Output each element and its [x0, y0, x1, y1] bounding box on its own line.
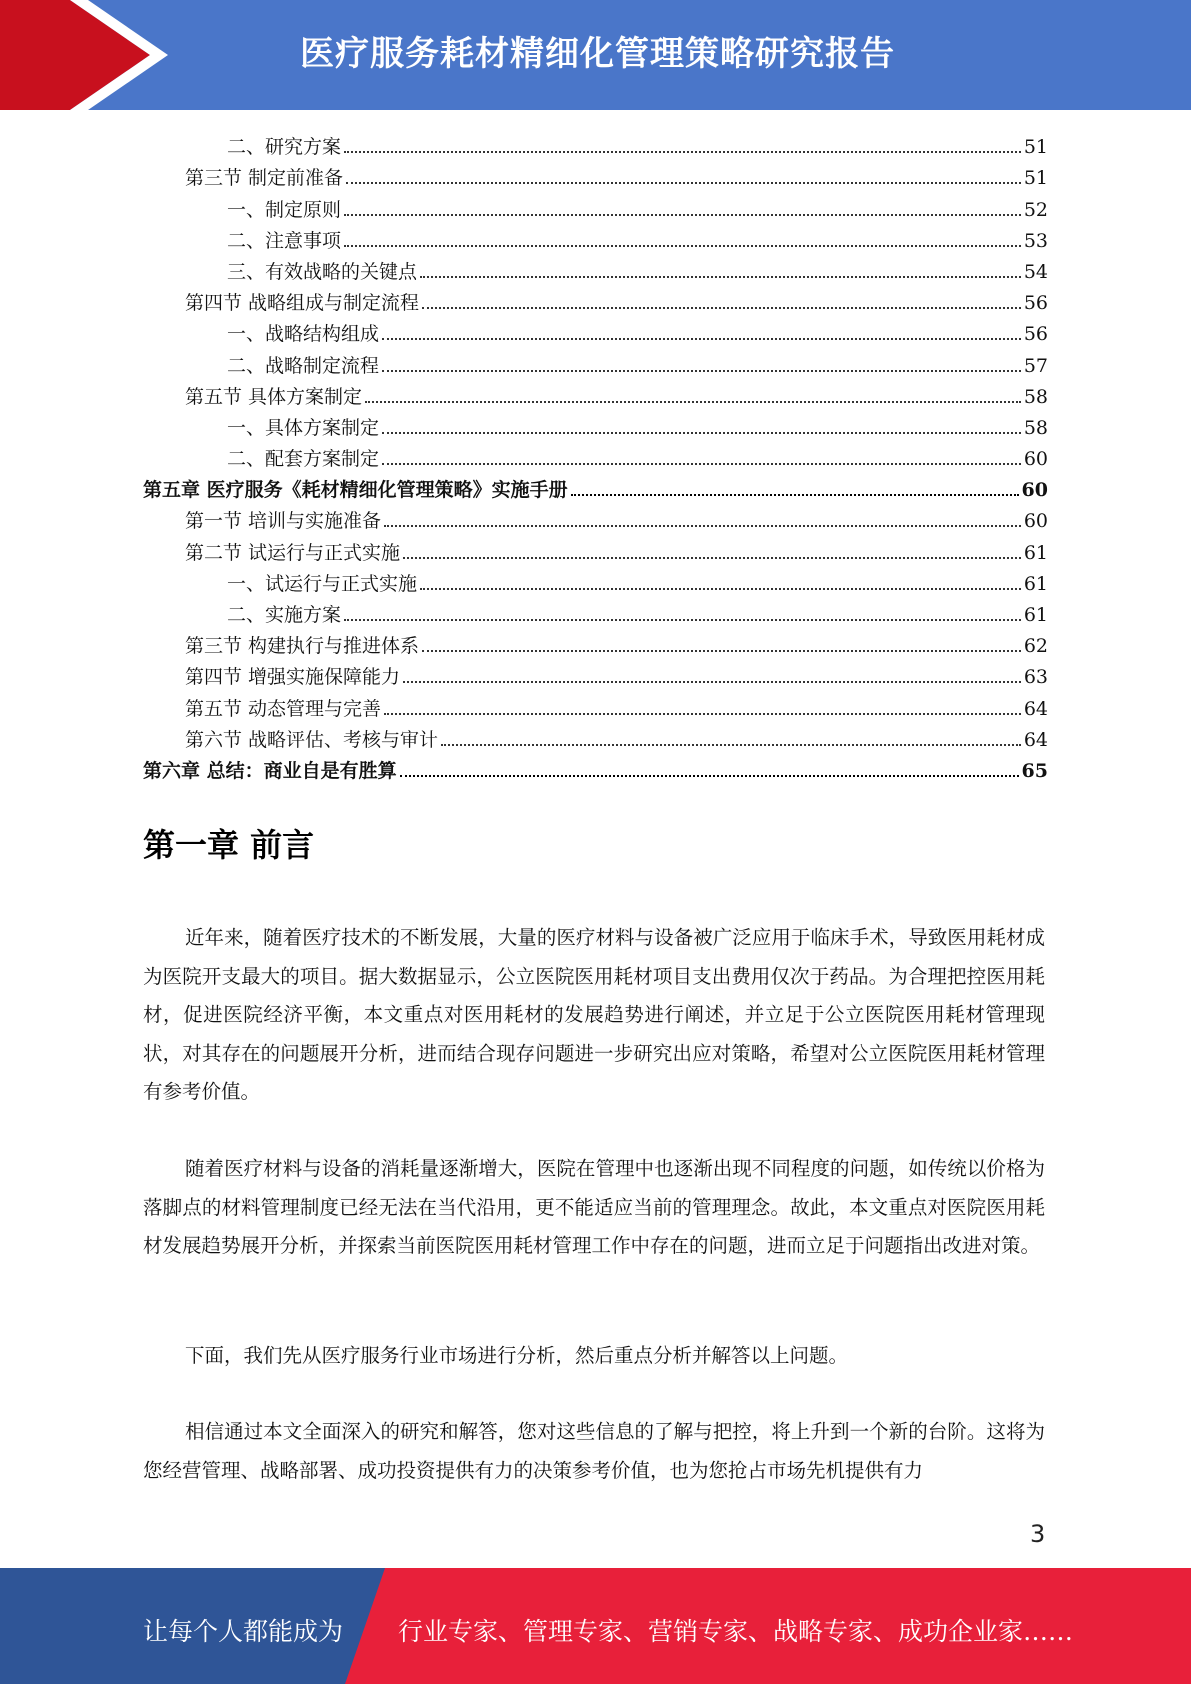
toc-entry[interactable]: [143, 346, 1048, 377]
paragraph-1: 近年来，随着医疗技术的不断发展，大量的医疗材料与设备被广泛应用于临床手术，导致医用耗材成为医院开支最大的项目。据大数据显示，公立医院医用耗材项目支出费用仅次于药品。为合理把控医用耗材，促进医院经济平衡，本文重点对医用耗材的发展趋势进行阐述，并立足于公立医院医用耗材管理现状，对其存在的问题展开分析，进而结合现存问题进一步研究出应对策略，希望对公立医院医用耗材管理有参考价值。: [143, 926, 1045, 1103]
toc-dot-leader: [346, 181, 1021, 184]
chapter-heading: 第一章 前言: [143, 826, 315, 864]
page-number: 3: [1030, 1520, 1046, 1548]
toc-entry-title: 二、研究方案: [227, 136, 342, 159]
toc-dot-leader: [422, 306, 1021, 309]
toc-entry-title: 第五节 动态管理与完善: [185, 697, 382, 720]
toc-entry-title: 二、配套方案制定: [227, 448, 380, 471]
toc-entry-title: 二、实施方案: [227, 604, 342, 626]
toc-entry-page: 57: [1023, 354, 1048, 377]
toc-dot-leader: [400, 774, 1019, 777]
toc-entry-page: 60: [1021, 479, 1048, 502]
toc-dot-leader: [382, 369, 1021, 372]
toc-entry-title: 一、制定原则: [227, 198, 342, 221]
toc-entry-page: 56: [1023, 323, 1048, 346]
toc-entry-title: 二、战略制定流程: [227, 354, 380, 377]
toc-dot-leader: [365, 400, 1021, 403]
toc-entry[interactable]: [143, 440, 1048, 471]
toc-dot-leader: [571, 493, 1019, 496]
toc-entry[interactable]: [143, 752, 1048, 783]
toc-entry-page: 60: [1023, 448, 1048, 471]
report-title: 医疗服务耗材精细化管理策略研究报告: [300, 34, 895, 74]
toc-dot-leader: [382, 431, 1021, 434]
toc-entry[interactable]: [143, 159, 1048, 190]
footer-slogan-right: 行业专家、管理专家、营销专家、战略专家、成功企业家……: [398, 1617, 1074, 1646]
toc-dot-leader: [382, 462, 1021, 465]
toc-entry-page: 58: [1023, 385, 1048, 408]
page-footer: [0, 1568, 1191, 1684]
toc-entry-title: 第四节 增强实施保障能力: [185, 666, 401, 689]
toc-dot-leader: [403, 556, 1021, 559]
toc-entry-page: 52: [1023, 198, 1048, 221]
toc-entry-page: 62: [1023, 635, 1048, 658]
header-red-arrow: [0, 0, 150, 110]
toc-entry[interactable]: [143, 502, 1048, 533]
toc-entry[interactable]: [143, 658, 1048, 689]
toc-dot-leader: [403, 680, 1021, 683]
toc-entry-page: 53: [1023, 229, 1048, 252]
toc-entry-title: 第二节 试运行与正式实施: [185, 541, 401, 564]
toc-entry[interactable]: [143, 565, 1048, 596]
toc-entry[interactable]: [143, 284, 1048, 315]
toc-entry[interactable]: [143, 721, 1048, 752]
toc-entry[interactable]: [143, 533, 1048, 564]
toc-entry-page: 54: [1023, 260, 1048, 283]
toc-entry[interactable]: [143, 222, 1048, 253]
toc-dot-leader: [384, 524, 1021, 527]
toc-entry-page: 51: [1023, 167, 1048, 190]
footer-slogan-left: 让每个人都能成为: [143, 1617, 344, 1646]
toc-dot-leader: [384, 712, 1021, 715]
toc-entry-page: 58: [1023, 416, 1048, 439]
toc-entry-title: 第五节 具体方案制定: [185, 385, 363, 408]
toc-entry-title: 第六章 总结：商业自是有胜算: [143, 759, 397, 782]
toc-entry[interactable]: [143, 253, 1048, 284]
toc-entry[interactable]: [143, 409, 1048, 440]
toc-entry-page: 61: [1023, 572, 1048, 595]
table-of-contents: [143, 128, 1048, 783]
toc-entry-page: 56: [1023, 292, 1048, 315]
toc-entry-page: 64: [1023, 697, 1048, 720]
toc-entry-title: 第六节 战略评估、考核与审计: [185, 728, 439, 751]
toc-dot-leader: [344, 244, 1021, 247]
toc-entry-title: 第三节 制定前准备: [185, 167, 344, 190]
toc-dot-leader: [344, 213, 1021, 216]
toc-entry[interactable]: [143, 627, 1048, 658]
toc-entry-title: 二、注意事项: [227, 229, 342, 252]
page-header: [0, 0, 1191, 110]
toc-dot-leader: [382, 337, 1021, 340]
toc-entry[interactable]: [143, 128, 1048, 159]
toc-entry[interactable]: [143, 190, 1048, 221]
toc-entry[interactable]: [143, 689, 1048, 720]
paragraph-3: 下面，我们先从医疗服务行业市场进行分析，然后重点分析并解答以上问题。: [185, 1344, 849, 1367]
toc-dot-leader: [420, 587, 1021, 590]
toc-entry-title: 第一节 培训与实施准备: [185, 510, 382, 533]
toc-entry-page: 61: [1023, 541, 1048, 564]
toc-entry-page: 51: [1023, 136, 1048, 159]
toc-dot-leader: [344, 150, 1021, 153]
toc-dot-leader: [420, 275, 1021, 278]
toc-entry-title: 第三节 构建执行与推进体系: [185, 635, 420, 658]
toc-dot-leader: [344, 618, 1021, 621]
toc-entry-title: 第四节 战略组成与制定流程: [185, 292, 420, 315]
toc-entry-page: 60: [1023, 510, 1048, 533]
toc-entry[interactable]: [143, 378, 1048, 409]
toc-entry-title: 第五章 医疗服务《耗材精细化管理策略》实施手册: [143, 479, 568, 502]
toc-entry-page: 64: [1023, 728, 1048, 751]
toc-entry-title: 一、具体方案制定: [227, 416, 380, 439]
paragraph-4: 相信通过本文全面深入的研究和解答，您对这些信息的了解与把控，将上升到一个新的台阶。这将为您经营管理、战略部署、成功投资提供有力的决策参考价值，也为您抢占市场先机提供有力: [143, 1420, 1045, 1482]
toc-entry-title: 一、试运行与正式实施: [227, 572, 418, 595]
toc-entry-title: 三、有效战略的关键点: [227, 260, 418, 283]
toc-entry-page: 63: [1023, 666, 1048, 689]
toc-dot-leader: [422, 649, 1021, 652]
toc-entry[interactable]: [143, 471, 1048, 502]
paragraph-2: 随着医疗材料与设备的消耗量逐渐增大，医院在管理中也逐渐出现不同程度的问题，如传统以价格为落脚点的材料管理制度已经无法在当代沿用，更不能适应当前的管理理念。故此，本文重点对医院医用耗材发展趋势展开分析，并探索当前医院医用耗材管理工作中存在的问题，进而立足于问题指出改进对策。: [143, 1157, 1045, 1257]
toc-entry-page: 61: [1023, 604, 1048, 626]
toc-entry[interactable]: [143, 596, 1048, 627]
toc-entry-page: 65: [1021, 759, 1048, 782]
toc-entry[interactable]: [143, 315, 1048, 346]
toc-dot-leader: [441, 743, 1021, 746]
toc-entry-title: 一、战略结构组成: [227, 323, 380, 346]
